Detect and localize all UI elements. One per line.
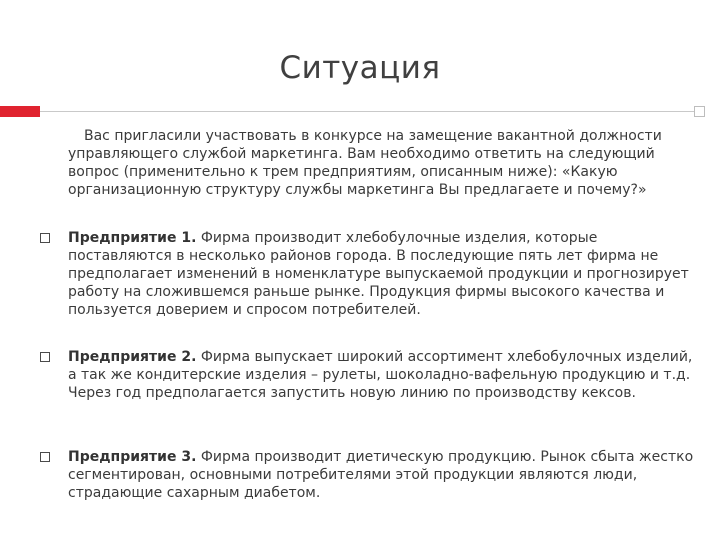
divider-line <box>40 111 694 112</box>
bullet-text <box>68 348 700 402</box>
square-bullet-icon <box>40 233 50 243</box>
intro-text: Вас пригласили участвовать в конкурсе на замещение вакантной должности управляющего службой маркетинга. Вам необходимо ответить на следующий вопрос (применительно к трем предприятиям, описанным ниже): «Какую организационную структуру службы маркетинга Вы предлагаете и почему?» <box>68 128 662 198</box>
bullet-heading: Предприятие 2. <box>68 349 197 365</box>
title-divider <box>0 106 720 117</box>
bullet-text <box>68 448 700 502</box>
intro-paragraph <box>68 127 683 199</box>
bullet-text <box>68 229 700 319</box>
slide-title: Ситуация <box>279 50 441 86</box>
bullet-body: Фирма производит хлебобулочные изделия, которые поставляются в несколько районов города. В последующие пять лет фирма не предполагает изменений в номенклатуре выпускаемой продукции и прогнозирует работу на сложившемся раньше рынке. Продукция фирмы высокого качества и пользуется доверием и спросом потребителей. <box>68 230 689 318</box>
square-bullet-icon <box>40 352 50 362</box>
square-bullet-icon <box>40 452 50 462</box>
divider-end-box <box>694 106 705 117</box>
bullet-heading: Предприятие 1. <box>68 230 197 246</box>
bullet-heading: Предприятие 3. <box>68 449 197 465</box>
accent-bar <box>0 106 40 117</box>
bullet-body: Фирма выпускает широкий ассортимент хлебобулочных изделий, а так же кондитерские изделия – рулеты, шоколадно-вафельную продукцию и т.д. Через год предполагается запустить новую линию по производству кексов. <box>68 349 693 401</box>
bullet-body: Фирма производит диетическую продукцию. Рынок сбыта жестко сегментирован, основными потребителями этой продукции являются люди, страдающие сахарным диабетом. <box>68 449 694 501</box>
